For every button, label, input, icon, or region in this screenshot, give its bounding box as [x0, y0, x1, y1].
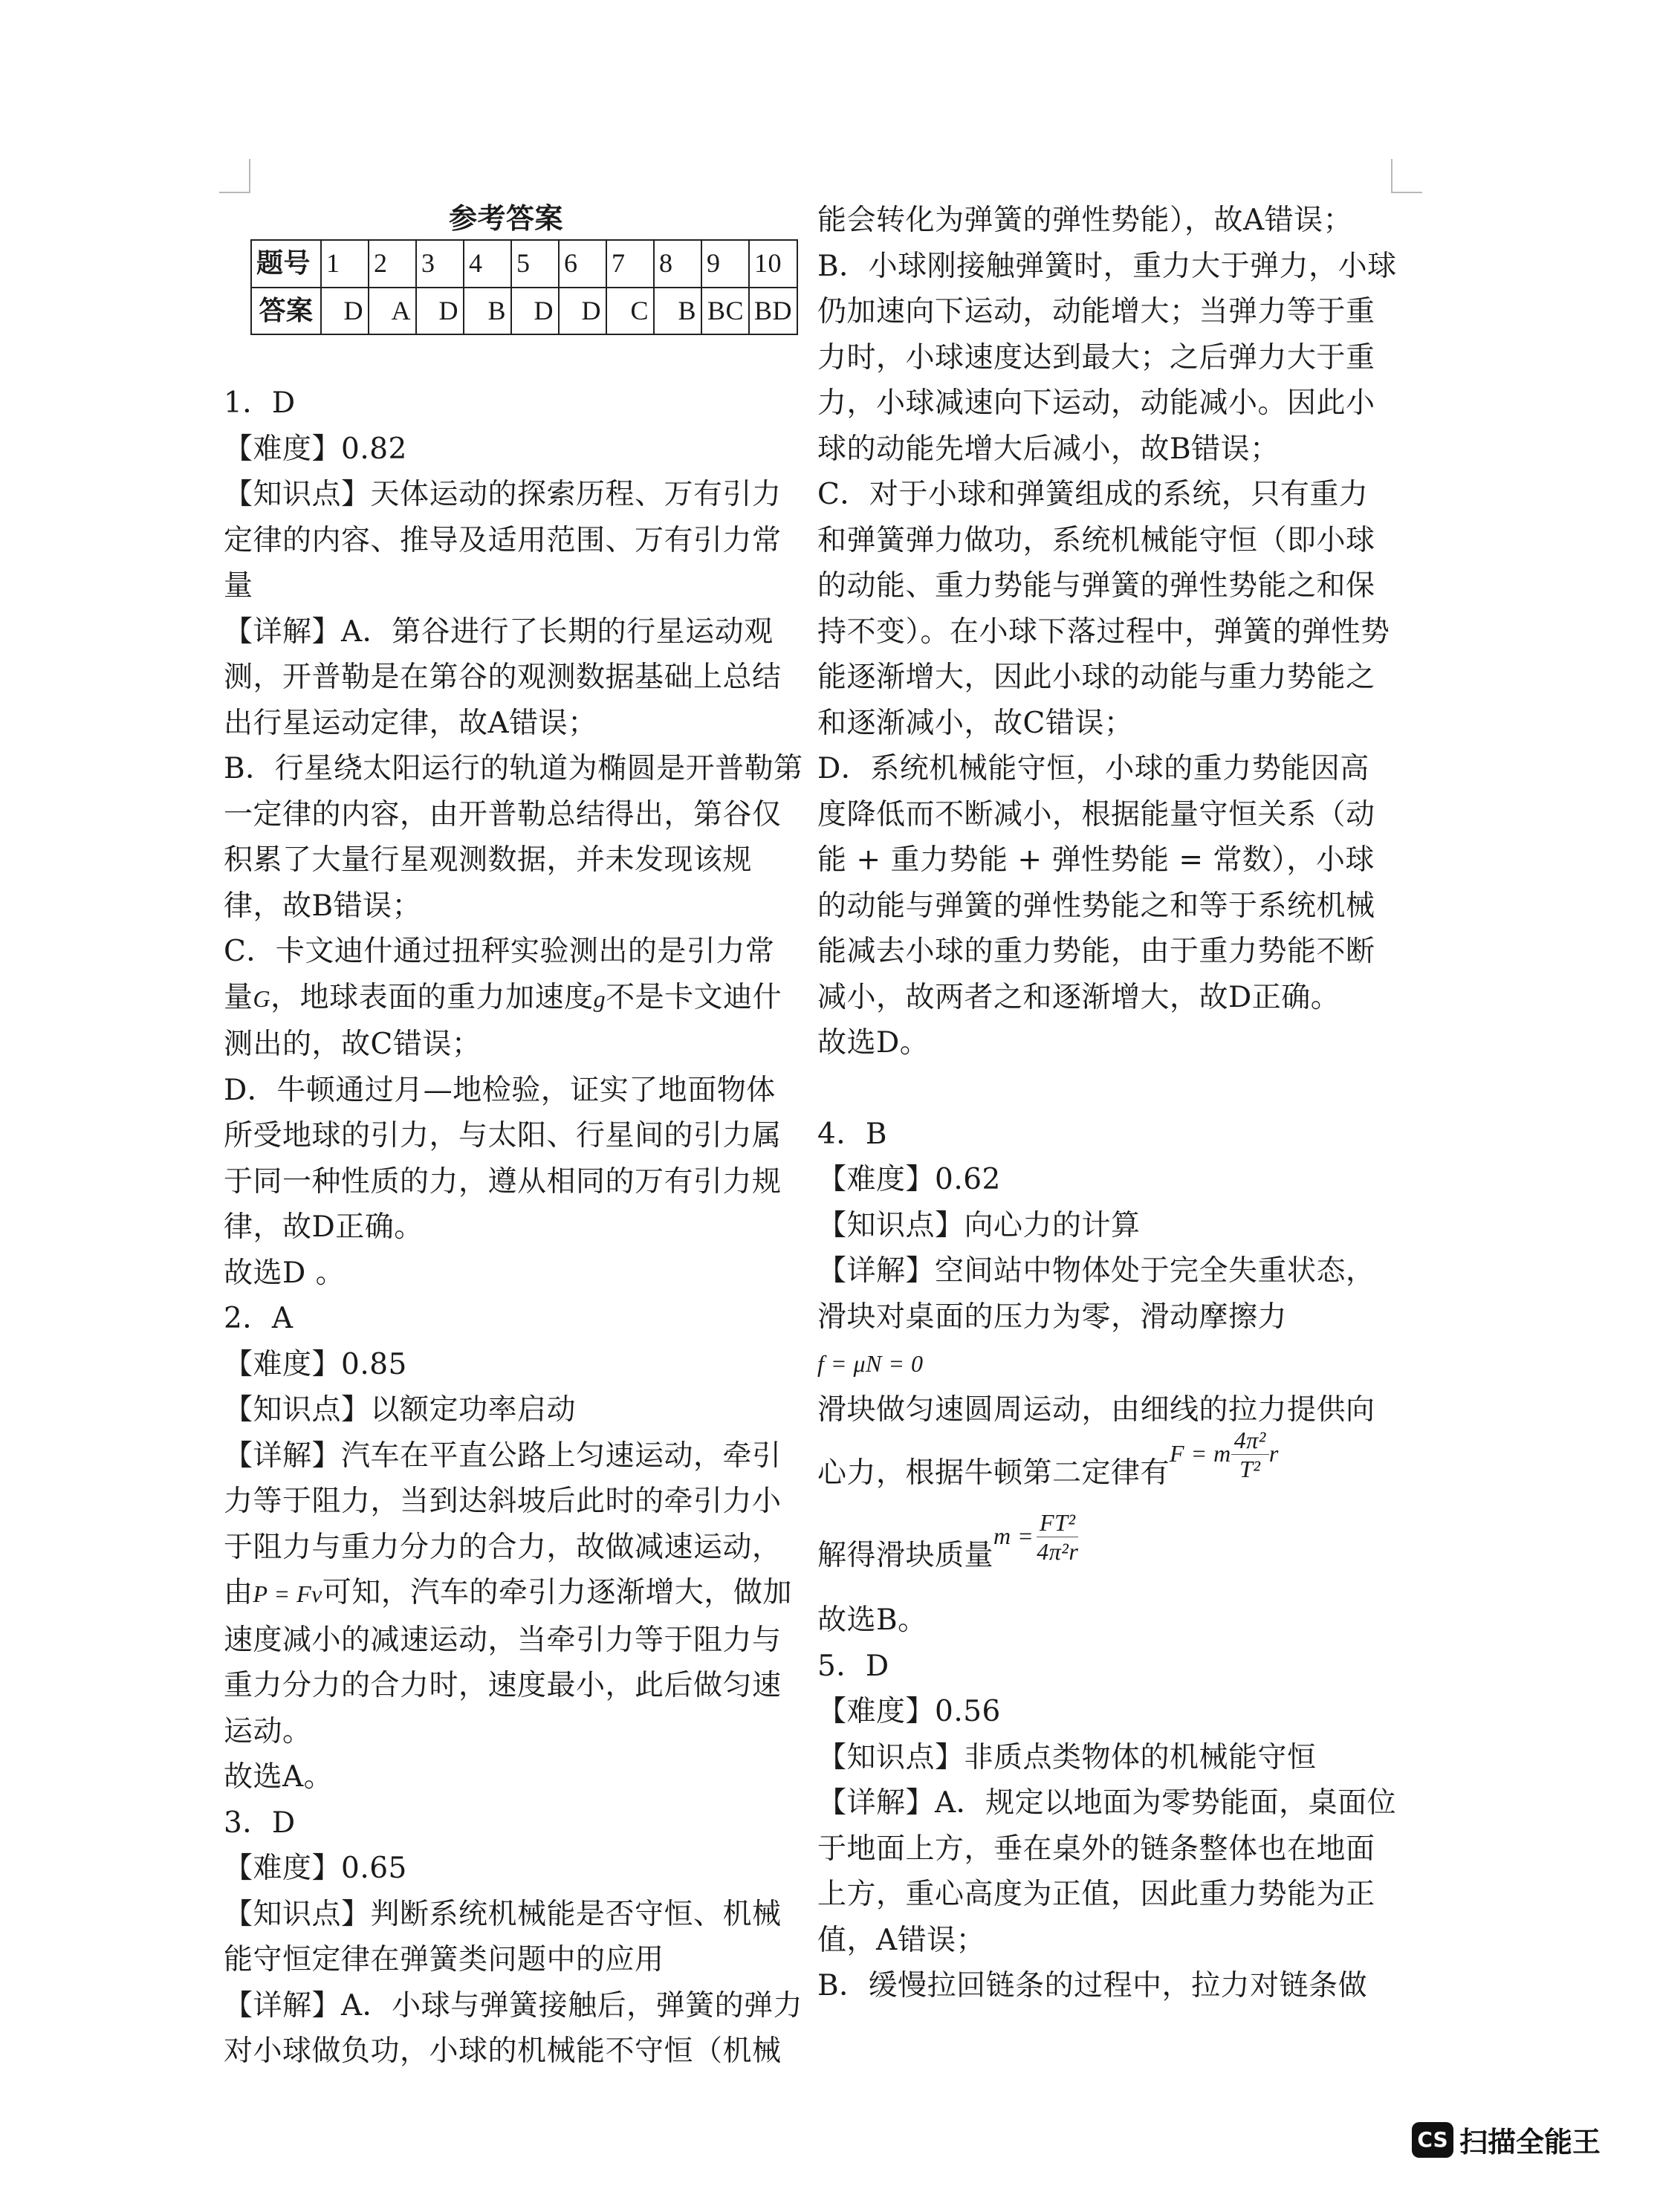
q2-detail-2-after: 可知，汽车的牵引力逐渐增大，做加速度减小的减速运动，当牵引力等于阻力与重力分力的合力时，速度最小，此后做匀速运动。	[224, 1576, 792, 1748]
spacer	[224, 335, 803, 380]
row-label-number: 题号	[251, 240, 321, 288]
number-cell: 8	[654, 240, 701, 288]
answer-cell: A	[369, 288, 416, 335]
q5-heading: 5．D	[817, 1649, 889, 1683]
q4-difficulty: 【难度】0.62	[817, 1163, 1001, 1196]
q3-detail-a-start: 【详解】A．小球与弹簧接触后，弹簧的弹力对小球做负功，小球的机械能不守恒（机械	[224, 1988, 803, 2068]
crop-mark-right	[1391, 159, 1422, 193]
number-cell: 9	[701, 240, 749, 288]
answer-cell: D	[416, 288, 464, 335]
q3-detail-a-end: 能会转化为弹簧的弹性势能），故A错误；	[817, 204, 1353, 237]
q1-detail-d: D．牛顿通过月—地检验，证实了地面物体所受地球的引力，与太阳、行星间的引力属于同一种性质的力，遵从相同的万有引力规律，故D正确。	[224, 1073, 782, 1244]
q3-detail-b: B．小球刚接触弹簧时，重力大于弹力，小球仍加速向下运动，动能增大；当弹力等于重力时，小球速度达到最大；之后弹力大于重力，小球减速向下运动，动能减小。因此小球的动能先增大后减小，故B错误；	[817, 249, 1397, 466]
q3-difficulty: 【难度】0.65	[224, 1852, 407, 1885]
left-column	[224, 198, 803, 2075]
q2-detail-2	[224, 1570, 803, 1754]
q1-heading: 1．D	[224, 386, 296, 420]
q4-mass-line	[817, 1508, 1397, 1598]
answer-cell: B	[464, 288, 511, 335]
q3-heading: 3．D	[224, 1806, 296, 1840]
q1-detail-b: B．行星绕太阳运行的轨道为椭圆是开普勒第一定律的内容，由开普勒总结得出，第谷仅积累了大量行星观测数据，并未发现该规律，故B错误；	[224, 752, 803, 923]
q1-knowledge: 【知识点】天体运动的探索历程、万有引力定律的内容、推导及适用范围、万有引力常量	[224, 478, 782, 603]
q3-knowledge: 【知识点】判断系统机械能是否守恒、机械能守恒定律在弹簧类问题中的应用	[224, 1897, 782, 1976]
constant-g-symbol: G	[253, 985, 271, 1012]
q1-difficulty: 【难度】0.82	[224, 432, 407, 466]
number-cell: 4	[464, 240, 511, 288]
q4-force-line	[817, 1426, 1397, 1515]
force-fraction-denominator: T²	[1239, 1455, 1261, 1482]
q1-choice: 故选D 。	[224, 1256, 346, 1290]
q1-detail-c-after: 不是卡文迪什测出的，故C错误；	[224, 980, 782, 1061]
answer-table-answer-row	[251, 288, 797, 335]
answer-cell: BD	[749, 288, 797, 335]
q1-detail-c-middle: ，地球表面的重力加速度	[270, 980, 594, 1014]
q5-knowledge: 【知识点】非质点类物体的机械能守恒	[817, 1740, 1317, 1774]
q3-detail-d: D．系统机械能守恒，小球的重力势能因高度降低而不断减小，根据能量守恒关系（动能 + 重力势能 + 弹性势能 = 常数），小球的动能与弹簧的弹性势能之和等于系统机械能减去小球的重力势能，由于重力势能不断减小，故两者之和逐渐增大，故D正确。	[817, 752, 1375, 1014]
answer-cell: D	[321, 288, 369, 335]
number-cell: 3	[416, 240, 464, 288]
q4-detail-1: 【详解】空间站中物体处于完全失重状态，滑块对桌面的压力为零，滑动摩擦力	[817, 1254, 1375, 1334]
q1-detail-c-before: C．卡文迪什通过扭秤实验测出的是引力常量	[224, 935, 775, 1014]
q5-detail-b-start: B．缓慢拉回链条的过程中，拉力对链条做	[817, 1969, 1368, 2002]
page-title: 参考答案	[448, 201, 563, 235]
force-fraction	[1231, 1426, 1269, 1483]
scanner-logo-icon: CS	[1412, 2122, 1453, 2158]
q4-detail-4: 解得滑块质量	[817, 1539, 994, 1572]
q2-detail-1: 【详解】汽车在平直公路上匀速运动，牵引力等于阻力，当到达斜坡后此时的牵引力小于阻力与重力分力的合力，故做减速运动，	[224, 1439, 782, 1564]
answer-table-number-row	[251, 240, 797, 288]
q1-detail-c	[224, 929, 803, 1068]
answer-cell: C	[606, 288, 654, 335]
power-formula: P = Fv	[253, 1580, 322, 1607]
q4-heading: 4．B	[817, 1117, 887, 1151]
q2-heading: 2．A	[224, 1302, 294, 1335]
number-cell: 10	[749, 240, 797, 288]
number-cell: 2	[369, 240, 416, 288]
q5-difficulty: 【难度】0.56	[817, 1695, 1001, 1728]
q2-detail-2-before: 由	[224, 1576, 253, 1609]
friction-formula: f = μN = 0	[817, 1350, 924, 1377]
mass-fraction-numerator: FT²	[1037, 1508, 1078, 1537]
mass-formula-lhs: m =	[993, 1522, 1034, 1549]
scanner-watermark	[1412, 2119, 1601, 2160]
q3-detail-c: C．对于小球和弹簧组成的系统，只有重力和弹簧弹力做功，系统机械能守恒（即小球的动能、重力势能与弹簧的弹性势能之和保持不变）。在小球下落过程中，弹簧的弹性势能逐渐增大，因此小球的动能与重力势能之和逐渐减小，故C错误；	[817, 478, 1390, 740]
force-formula-lhs: F = m	[1170, 1440, 1231, 1467]
answer-cell: D	[511, 288, 559, 335]
crop-mark-left	[219, 159, 250, 193]
gravity-g-symbol: g	[593, 985, 606, 1012]
q2-choice: 故选A。	[224, 1760, 334, 1794]
force-fraction-numerator: 4π²	[1231, 1426, 1269, 1455]
right-column	[817, 198, 1397, 2009]
mass-fraction	[1034, 1508, 1081, 1566]
q2-difficulty: 【难度】0.85	[224, 1347, 407, 1381]
answer-cell: D	[559, 288, 606, 335]
force-formula-tail: r	[1268, 1440, 1279, 1467]
q3-choice: 故选D。	[817, 1026, 930, 1060]
q4-friction-line	[817, 1340, 1397, 1387]
number-cell: 6	[559, 240, 606, 288]
scanner-brand-text: 扫描全能王	[1459, 2126, 1601, 2159]
row-label-answer: 答案	[251, 288, 321, 335]
q4-knowledge: 【知识点】向心力的计算	[817, 1208, 1141, 1242]
mass-fraction-denominator: 4π²r	[1037, 1537, 1079, 1565]
q4-detail-3: 心力，根据牛顿第二定律有	[817, 1456, 1170, 1490]
answer-cell: B	[654, 288, 701, 335]
q1-detail-a: 【详解】A．第谷进行了长期的行星运动观测，开普勒是在第谷的观测数据基础上总结出行星运动定律，故A错误；	[224, 614, 782, 740]
q4-detail-2: 滑块做匀速圆周运动，由细线的拉力提供向	[817, 1392, 1375, 1427]
answer-table	[250, 239, 798, 335]
q5-detail-a: 【详解】A．规定以地面为零势能面，桌面位于地面上方，垂在桌外的链条整体也在地面上方，重心高度为正值，因此重力势能为正值，A错误；	[817, 1786, 1397, 1957]
q4-choice: 故选B。	[817, 1603, 927, 1637]
number-cell: 7	[606, 240, 654, 288]
q2-knowledge: 【知识点】以额定功率启动	[224, 1393, 577, 1427]
spacer	[817, 1066, 1397, 1112]
number-cell: 5	[511, 240, 559, 288]
number-cell: 1	[321, 240, 369, 288]
answer-cell: BC	[701, 288, 749, 335]
